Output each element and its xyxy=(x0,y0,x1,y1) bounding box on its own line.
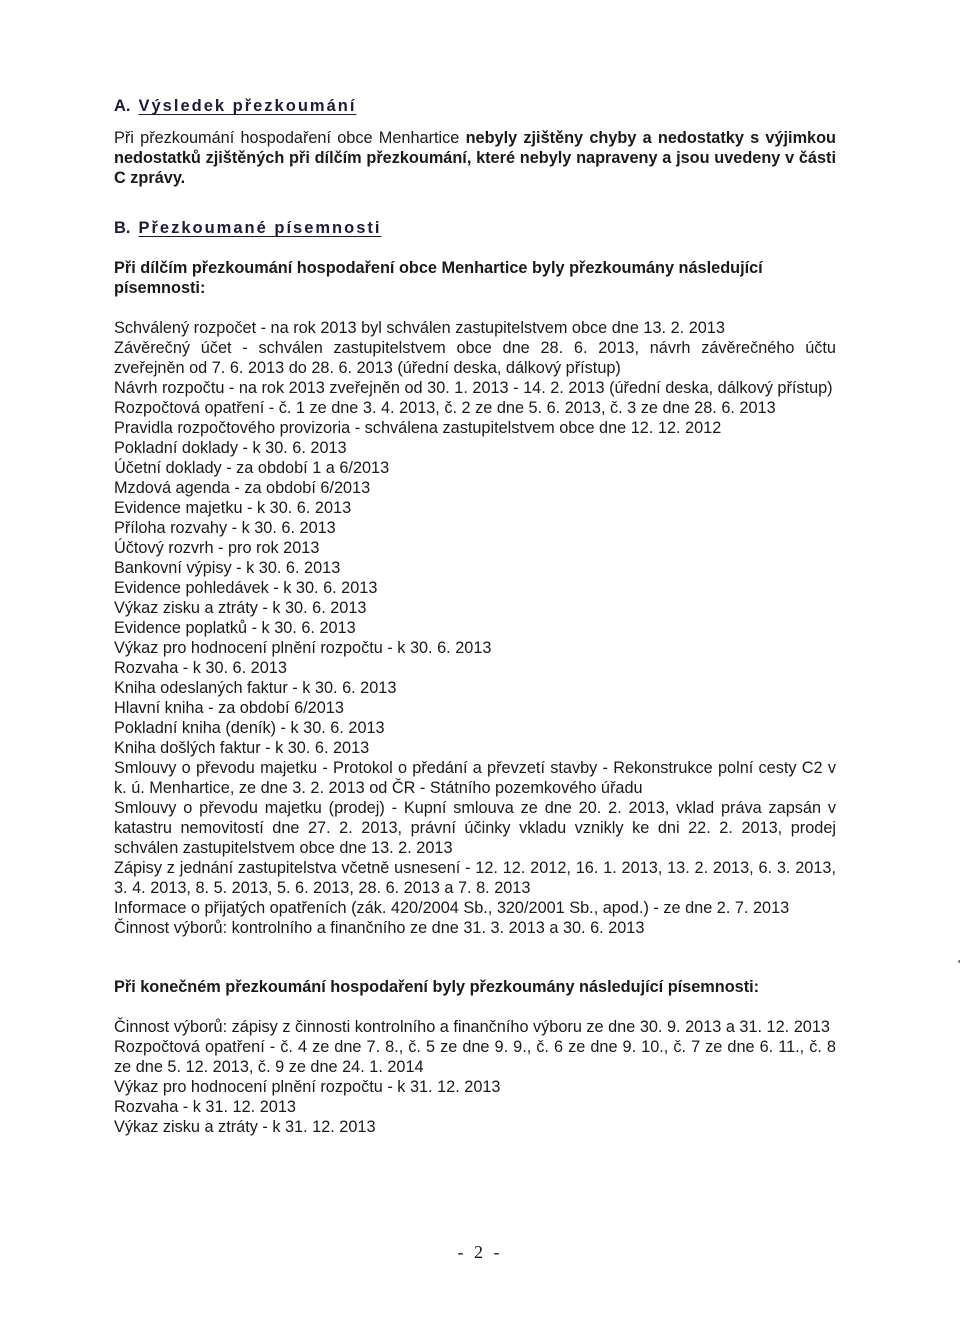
list-item: Výkaz pro hodnocení plnění rozpočtu - k 30. 6. 2013 xyxy=(114,639,492,657)
page-number: - 2 - xyxy=(457,1242,503,1262)
reviewed-documents-list xyxy=(114,318,836,938)
list-item: Bankovní výpisy - k 30. 6. 2013 xyxy=(114,559,341,577)
list-item: Návrh rozpočtu - na rok 2013 zveřejněn od 30. 1. 2013 - 14. 2. 2013 (úřední deska, dálkový přístup) xyxy=(114,379,833,397)
list-item: Evidence poplatků - k 30. 6. 2013 xyxy=(114,619,356,637)
final-review-heading: Při konečném přezkoumání hospodaření byly přezkoumány následující písemnosti: xyxy=(114,978,760,996)
list-item: Rozpočtová opatření - č. 1 ze dne 3. 4. 2013, č. 2 ze dne 5. 6. 2013, č. 3 ze dne 28. 6. 2013 xyxy=(114,399,776,417)
section-a-title: Výsledek přezkoumání xyxy=(138,97,357,115)
list-item: Schválený rozpočet - na rok 2013 byl schválen zastupitelstvem obce dne 13. 2. 2013 xyxy=(114,319,725,337)
list-item: Výkaz pro hodnocení plnění rozpočtu - k 31. 12. 2013 xyxy=(114,1078,501,1096)
list-item: Výkaz zisku a ztráty - k 31. 12. 2013 xyxy=(114,1118,376,1136)
section-b-heading xyxy=(114,218,836,238)
page-content xyxy=(114,96,836,1137)
list-item: Mzdová agenda - za období 6/2013 xyxy=(114,479,371,497)
list-item: Smlouvy o převodu majetku (prodej) - Kupní smlouva ze dne 20. 2. 2013, vklad práva zapsán v katastru nemovitostí dne 27. 2. 2013, právní účinky vkladu vznikly ke dni 22. 2. 2013, prodej schválen zastupitelstvem obce dne 13. 2. 2013 xyxy=(114,799,836,857)
list-item: Závěrečný účet - schválen zastupitelstvem obce dne 28. 6. 2013, návrh závěrečného účtu zveřejněn od 7. 6. 2013 do 28. 6. 2013 (úřední deska, dálkový přístup) xyxy=(114,339,836,377)
list-item: Účtový rozvrh - pro rok 2013 xyxy=(114,539,320,557)
list-item: Informace o přijatých opatřeních (zák. 420/2004 Sb., 320/2001 Sb., apod.) - ze dne 2. 7. 2013 xyxy=(114,899,790,917)
list-item: Rozvaha - k 31. 12. 2013 xyxy=(114,1098,296,1116)
section-b-letter: B. xyxy=(114,219,131,237)
section-a-heading xyxy=(114,96,836,116)
list-item: Zápisy z jednání zastupitelstva včetně usnesení - 12. 12. 2012, 16. 1. 2013, 13. 2. 2013, 6. 3. 2013, 3. 4. 2013, 8. 5. 2013, 5. 6. 2013, 28. 6. 2013 a 7. 8. 2013 xyxy=(114,859,836,897)
list-item: Rozvaha - k 30. 6. 2013 xyxy=(114,659,287,677)
list-item: Hlavní kniha - za období 6/2013 xyxy=(114,699,344,717)
final-documents-list xyxy=(114,1017,836,1137)
list-item: Kniha došlých faktur - k 30. 6. 2013 xyxy=(114,739,370,757)
list-item: Evidence pohledávek - k 30. 6. 2013 xyxy=(114,579,378,597)
list-item: Smlouvy o převodu majetku - Protokol o předání a převzetí stavby - Rekonstrukce polní cesty C2 v k. ú. Menhartice, ze dne 3. 2. 2013 od ČR - Státního pozemkového úřadu xyxy=(114,759,836,797)
section-a-paragraph xyxy=(114,128,836,188)
list-item: Výkaz zisku a ztráty - k 30. 6. 2013 xyxy=(114,599,367,617)
list-item: Činnost výborů: kontrolního a finančního ze dne 31. 3. 2013 a 30. 6. 2013 xyxy=(114,919,645,937)
section-a-bold-text: nebyly zjištěny chyby a nedostatky s výjimkou nedostatků zjištěných při dílčím přezkoumání, které nebyly napraveny a jsou uvedeny v části C zprávy. xyxy=(114,129,836,187)
list-item: Evidence majetku - k 30. 6. 2013 xyxy=(114,499,352,517)
list-item: Činnost výborů: zápisy z činnosti kontrolního a finančního výboru ze dne 30. 9. 2013 a 31. 12. 2013 xyxy=(114,1018,830,1036)
section-b-intro: Při dílčím přezkoumání hospodaření obce Menhartice byly přezkoumány následující písemnosti: xyxy=(114,259,763,297)
section-a-letter: A. xyxy=(114,97,131,115)
section-b-title: Přezkoumané písemnosti xyxy=(138,219,382,237)
list-item: Příloha rozvahy - k 30. 6. 2013 xyxy=(114,519,336,537)
list-item: Rozpočtová opatření - č. 4 ze dne 7. 8., č. 5 ze dne 9. 9., č. 6 ze dne 9. 10., č. 7 ze dne 6. 11., č. 8 ze dne 5. 12. 2013, č. 9 ze dne 24. 1. 2014 xyxy=(114,1038,836,1076)
section-a-text: Při přezkoumání hospodaření obce Menhartice xyxy=(114,129,466,147)
list-item: Pokladní doklady - k 30. 6. 2013 xyxy=(114,439,347,457)
list-item: Účetní doklady - za období 1 a 6/2013 xyxy=(114,459,390,477)
list-item: Pravidla rozpočtového provizoria - schválena zastupitelstvem obce dne 12. 12. 2012 xyxy=(114,419,722,437)
list-item: Kniha odeslaných faktur - k 30. 6. 2013 xyxy=(114,679,397,697)
list-item: Pokladní kniha (deník) - k 30. 6. 2013 xyxy=(114,719,385,737)
